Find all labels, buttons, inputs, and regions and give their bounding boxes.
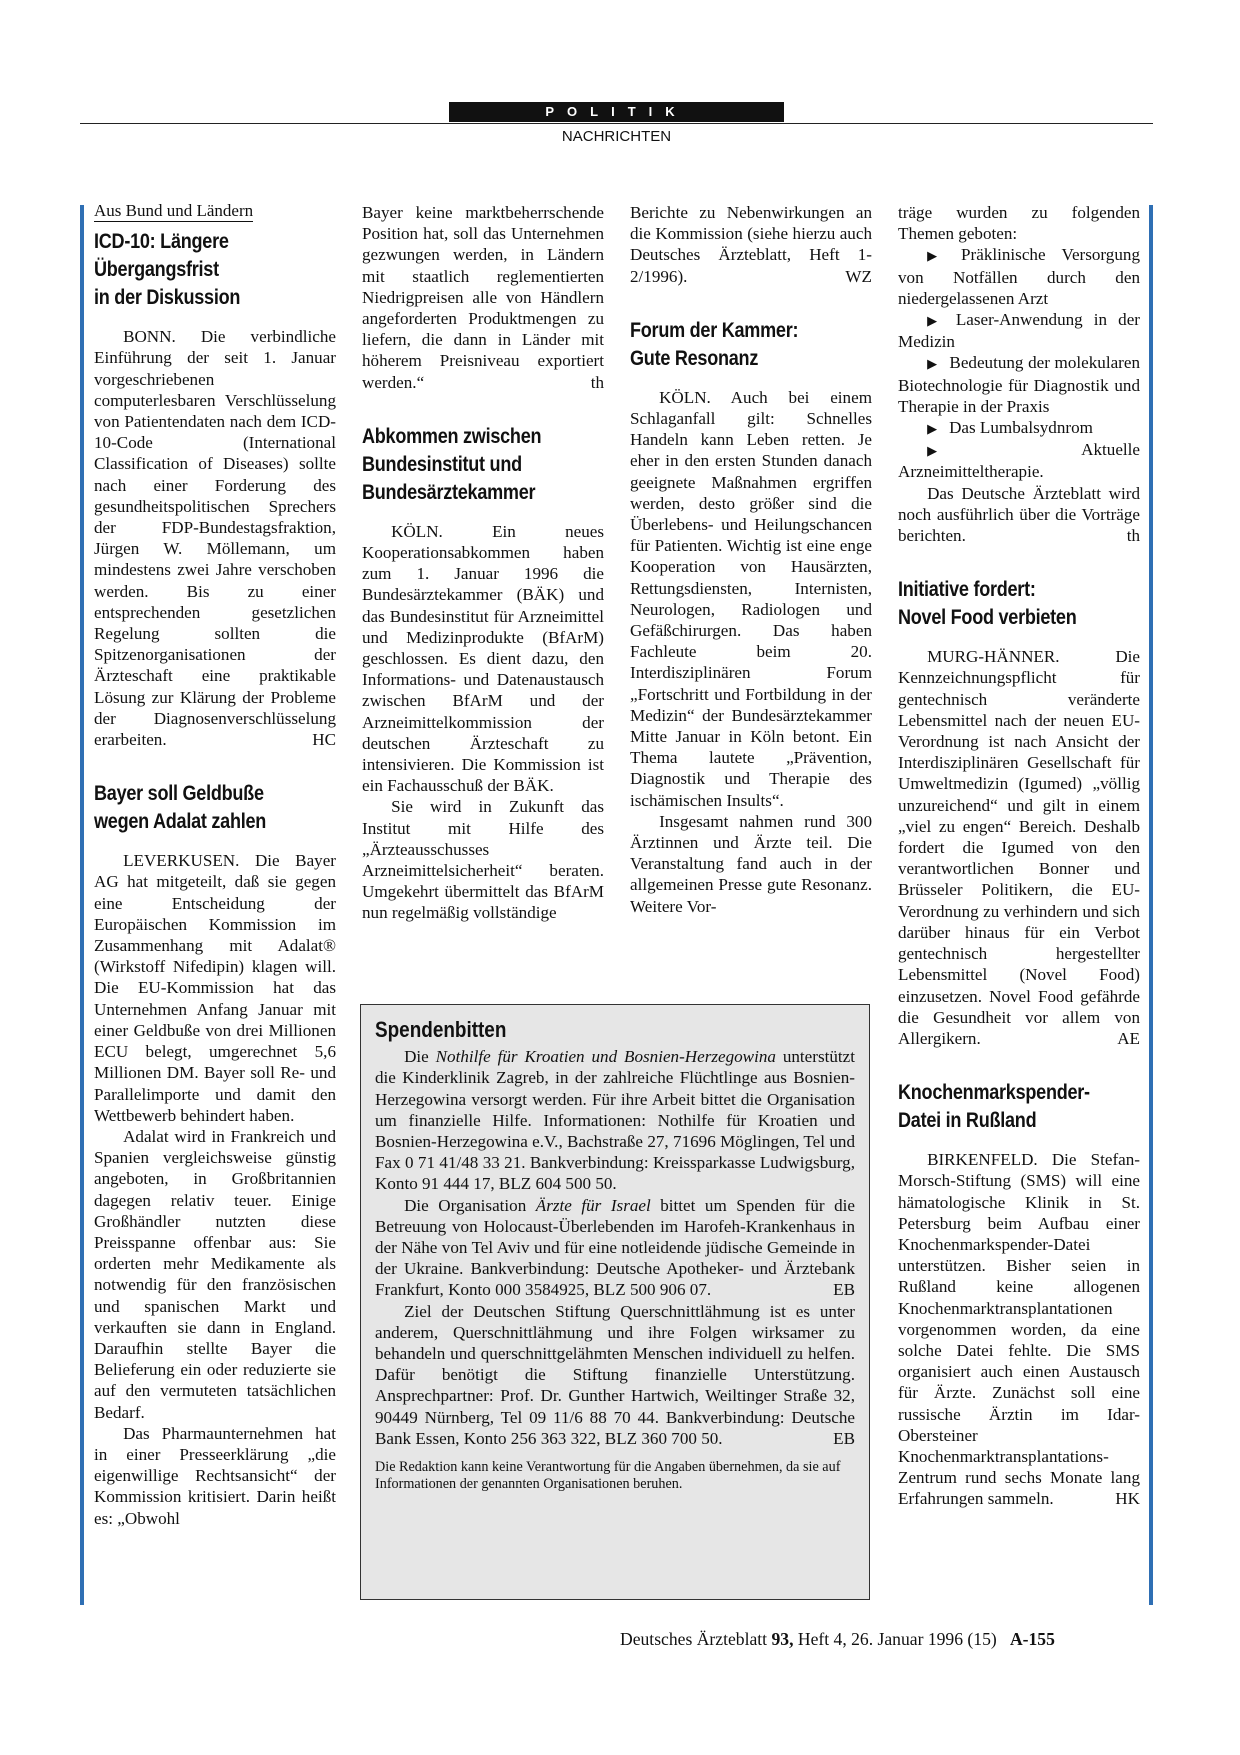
article-title-novel-food: Initiative fordert: Novel Food verbieten — [898, 578, 1077, 630]
column-3 — [630, 202, 872, 917]
sub-ressort-label: NACHRICHTEN — [561, 128, 672, 145]
bullet-item: ▶ Laser-Anwendung in der Medizin — [898, 309, 1140, 352]
article-closing: Das Deutsche Ärzteblatt wird noch ausführlich über die Vorträge berichten. th — [898, 483, 1140, 546]
page-number: A-155 — [1009, 1629, 1055, 1649]
article-para: KÖLN. Ein neues Kooperationsabkommen haben zum 1. Januar 1996 die Bundesärztekammer (BÄK) und das Bundesinstitut für Arzneimittel und Medizinprodukte (BfArM) geschlossen. Es dient dazu, den Informations- und Datenaustausch zwischen BfArM und der Arzneimittelkommission der deutschen Ärzteschaft zu intensivieren. Die Kommission ist ein Fachausschuß der BÄK. — [362, 521, 604, 796]
article-para: LEVERKUSEN. Die Bayer AG hat mitgeteilt, daß sie gegen eine Entscheidung der Europäischen Kommission im Zusammenhang mit Adalat® (Wirkstoff Nifedipin) klagen will. Die EU-Kommission hat das Unternehmen Anfang Januar mit einer Geldbuße von drei Millionen ECU belegt, umgerechnet 5,6 Millionen DM. Bayer soll Re- und Parallelimporte und damit den Wettbewerb behindert haben. — [94, 851, 336, 1125]
volume-number: 93, — [771, 1629, 794, 1649]
article-title-knochenmark: Knochenmarkspender- Datei in Rußland — [898, 1081, 1090, 1133]
ressort-label: POLITIK — [449, 102, 784, 122]
donation-para-1: Die Nothilfe für Kroatien und Bosnien-Herzegowina unterstützt die Kinderklinik Zagreb, in der zahlreiche Flüchtlinge aus Bosnien-Herzegowina versorgt werden. Für ihre Arbeit bittet die Organisation um finanzielle Hilfe. Informationen: Nothilfe für Kroatien und Bosnien-Herzegowina e.V., Bachstraße 27, 71696 Möglingen, Tel und Fax 0 71 41/48 33 21. Bankverbindung: Kreissparkasse Ludwigsburg, Konto 91 444 17, BLZ 604 500 50. — [375, 1047, 855, 1194]
column-4 — [898, 202, 1140, 1510]
article-para: Insgesamt nahmen rund 300 Ärztinnen und Ärzte teil. Die Veranstaltung fand auch in der allgemeinen Presse gute Resonanz. Weitere Vor- — [630, 811, 872, 916]
article-continuation: träge wurden zu folgenden Themen geboten: — [898, 203, 1140, 244]
article-para: Adalat wird in Frankreich und Spanien vergleichsweise günstig angeboten, in Großbritannien dagegen relativ teuer. Einige Großhändler nutzten diese Preisspanne offenbar aus: Sie orderten mehr Medikamente als notwendig für den französischen und spanischen Markt und verkauften sie dann in England. Daraufhin stellte Bayer die Belieferung ein oder reduzierte sie auf den vermuteten tatsächlichen Bedarf. — [94, 1126, 336, 1422]
article-title-abkommen: Abkommen zwischen Bundesinstitut und Bundesärztekammer — [362, 424, 542, 504]
article-para: KÖLN. Auch bei einem Schlaganfall gilt: Schnelles Handeln kann Leben retten. Je eher in den ersten Stunden danach geeignete Maßnahmen ergriffen werden, desto größer sind die Überlebens- und Heilungschancen für Patienten. Wichtig ist eine enge Kooperation von Hausärzten, Rettungsdiensten, Internisten, Neurologen, Radiologen und Gefäßchirurgen. Das haben Fachleute beim 20. Interdisziplinären Forum „Fortschritt und Fortbildung in der Medizin“ der Bundesärztekammer Mitte Januar in Köln betont. Ein Thema lautete „Prävention, Diagnostik und Therapie des ischämischen Insults“. — [630, 387, 872, 810]
section-kicker: Aus Bund und Ländern — [94, 200, 253, 222]
article-continuation: Berichte zu Nebenwirkungen an die Kommission (siehe hierzu auch Deutsches Ärzteblatt, Heft 1-2/1996). WZ — [630, 203, 872, 286]
right-margin-bar — [1149, 205, 1153, 1605]
article-para: Sie wird in Zukunft das Institut mit Hilfe des „Ärzteausschusses Arzneimittelsicherheit“ beraten. Umgekehrt übermittelt das BfArM nun regelmäßig vollständige — [362, 797, 604, 923]
bullet-item: ▶ Aktuelle Arzneimitteltherapie. — [898, 439, 1140, 482]
journal-name: Deutsches Ärzteblatt — [620, 1629, 768, 1649]
column-1 — [94, 200, 336, 1529]
bullet-item: ▶ Präklinische Versorgung von Notfällen durch den niedergelassenen Arzt — [898, 244, 1140, 309]
bullet-item: ▶ Bedeutung der molekularen Biotechnologie für Diagnostik und Therapie in der Praxis — [898, 352, 1140, 417]
article-body-novel-food: MURG-HÄNNER. Die Kennzeichnungspflicht für gentechnisch veränderte Lebensmittel nach der neuen EU-Verordnung ist nach Ansicht der Interdisziplinären Gesellschaft für Umweltmedizin (Igumed) „völlig unzureichend“ und gilt in einem „viel zu engen“ Bereich. Deshalb fordert die Igumed von den verantwortlichen Bonner und Brüsseler Politikern, die EU-Verordnung zu verhindern und sich darüber hinaus für ein Verbot gentechnisch hergestellter Lebensmittel (Novel Food) einzusetzen. Novel Food gefährde die Gesundheit vor allem von Allergikern. AE — [898, 647, 1140, 1048]
article-title-icd10: ICD-10: Längere Übergangsfrist in der Diskussion — [94, 230, 241, 310]
column-2 — [362, 202, 604, 924]
bullet-item: ▶ Das Lumbalsydnrom — [898, 417, 1140, 439]
donation-box — [360, 1004, 870, 1600]
article-continuation: Bayer keine marktbeherrschende Position hat, soll das Unternehmen gezwungen werden, in Ländern mit staatlich reglementierten Niedrigpreisen alle von Händlern angeforderten Produktmengen zu liefern, die dann in Länder mit höherem Preisniveau exportiert werden.“ th — [362, 203, 604, 392]
left-margin-bar — [80, 205, 84, 1605]
article-title-forum: Forum der Kammer: Gute Resonanz — [630, 318, 799, 370]
header-rule — [80, 123, 1153, 124]
editorial-disclaimer: Die Redaktion kann keine Verantwortung für die Angaben übernehmen, da sie auf Informationen der genannten Organisationen beruhen. — [375, 1459, 841, 1492]
donation-para-2: Die Organisation Ärzte für Israel bittet um Spenden für die Betreuung von Holocaust-Überlebenden im Harofeh-Krankenhaus in der Nähe von Tel Aviv und für eine notleidende jüdische Gemeinde in der Ukraine. Bankverbindung: Deutsche Apotheker- und Ärztebank Frankfurt, Konto 000 3584925, BLZ 500 906 07. EB — [375, 1195, 855, 1300]
article-title-bayer: Bayer soll Geldbuße wegen Adalat zahlen — [94, 782, 267, 834]
donation-box-title: Spendenbitten — [375, 1017, 507, 1042]
donation-para-3: Ziel der Deutschen Stiftung Querschnittlähmung ist es unter anderem, Querschnittlähmung und ihre Folgen wirksamer zu behandeln und querschnittgelähmten Menschen individuell zu helfen. Dafür benötigt die Stiftung finanzielle Unterstützung. Ansprechpartner: Prof. Dr. Gunther Hartwich, Weiltinger Straße 32, 90449 Nürnberg, Tel 09 11/6 88 70 44. Bankverbindung: Deutsche Bank Essen, Konto 256 363 322, BLZ 360 700 50. EB — [375, 1301, 855, 1448]
article-body-icd10: BONN. Die verbindliche Einführung der seit 1. Januar vorgeschriebenen computerlesbaren Verschlüsselung von Patientendaten nach dem ICD-10-Code (International Classification of Diseases) sollte nach einer Forderung des gesundheitspolitischen Sprechers der FDP-Bundestagsfraktion, Jürgen W. Möllemann, um mindestens zwei Jahre verschoben werden. Bis zu einer entsprechenden gesetzlichen Regelung sollten die Spitzenorganisationen der Ärzteschaft eine praktikable Lösung zur Klärung der Probleme der Diagnosenverschlüsselung erarbeiten. HC — [94, 327, 336, 750]
issue-info: Heft 4, 26. Januar 1996 (15) — [797, 1629, 997, 1649]
page-footer — [620, 1629, 1055, 1650]
article-body-knochenmark: BIRKENFELD. Die Stefan-Morsch-Stiftung (SMS) will eine hämatologische Klinik in St. Petersburg beim Aufbau einer Knochenmarkspender-Datei unterstützen. Bisher seien in Rußland keine allogenen Knochenmarktransplantationen vorgenommen worden, da eine solche Datei fehlte. Die SMS organisiert auch einen Austausch für Ärzte. Zunächst soll eine russische Ärztin im Idar-Obersteiner Knochenmarktransplantations-Zentrum rund sechs Monate lang Erfahrungen sammeln. HK — [898, 1150, 1140, 1509]
article-para: Das Pharmaunternehmen hat in einer Presseerklärung „die eigenwillige Rechtsansicht“ der Kommission kritisiert. Darin heißt es: „Obwohl — [94, 1423, 336, 1528]
